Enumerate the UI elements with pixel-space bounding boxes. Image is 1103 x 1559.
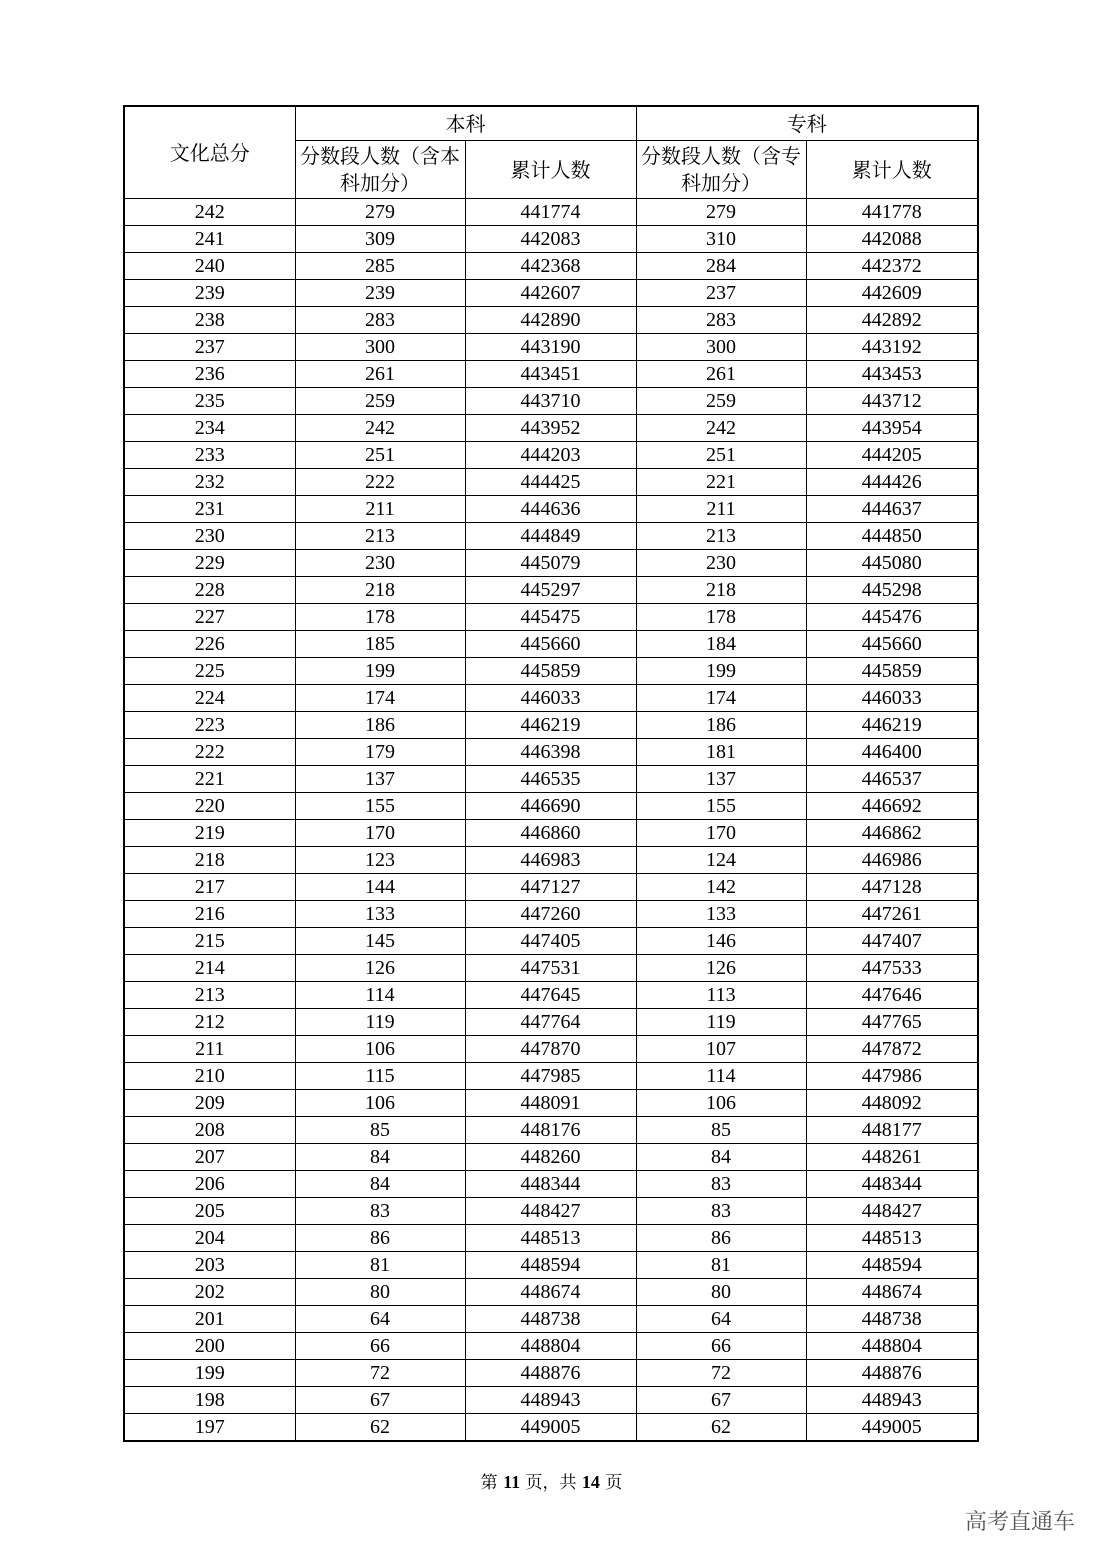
cell-junior-cumulative: 445859 [806, 658, 978, 685]
table-row [124, 658, 978, 685]
cell-junior-cumulative: 442609 [806, 280, 978, 307]
cell-junior-band: 66 [636, 1333, 806, 1360]
cell-score: 218 [124, 847, 295, 874]
footer-middle: 页，共 [525, 1473, 577, 1493]
cell-undergrad-cumulative: 448876 [465, 1360, 636, 1387]
cell-junior-band: 83 [636, 1198, 806, 1225]
table-row [124, 955, 978, 982]
table-row [124, 712, 978, 739]
cell-score: 231 [124, 496, 295, 523]
cell-score: 225 [124, 658, 295, 685]
cell-junior-cumulative: 446537 [806, 766, 978, 793]
table-row [124, 1252, 978, 1279]
cell-undergrad-band: 309 [295, 226, 465, 253]
cell-score: 242 [124, 199, 295, 226]
cell-junior-band: 218 [636, 577, 806, 604]
table-row [124, 442, 978, 469]
cell-score: 239 [124, 280, 295, 307]
cell-score: 215 [124, 928, 295, 955]
table-row [124, 469, 978, 496]
cell-undergrad-cumulative: 446983 [465, 847, 636, 874]
cell-score: 233 [124, 442, 295, 469]
cell-undergrad-cumulative: 445859 [465, 658, 636, 685]
cell-junior-cumulative: 445476 [806, 604, 978, 631]
cell-undergrad-cumulative: 448804 [465, 1333, 636, 1360]
cell-undergrad-cumulative: 445297 [465, 577, 636, 604]
cell-score: 205 [124, 1198, 295, 1225]
cell-undergrad-cumulative: 448513 [465, 1225, 636, 1252]
cell-undergrad-band: 186 [295, 712, 465, 739]
table-row [124, 550, 978, 577]
cell-score: 222 [124, 739, 295, 766]
cell-junior-band: 237 [636, 280, 806, 307]
cell-score: 214 [124, 955, 295, 982]
cell-junior-band: 178 [636, 604, 806, 631]
cell-junior-cumulative: 448261 [806, 1144, 978, 1171]
table-row [124, 1171, 978, 1198]
cell-undergrad-band: 199 [295, 658, 465, 685]
score-distribution-table-container [123, 105, 977, 1442]
cell-undergrad-band: 114 [295, 982, 465, 1009]
cell-junior-cumulative: 447407 [806, 928, 978, 955]
cell-junior-band: 119 [636, 1009, 806, 1036]
cell-score: 202 [124, 1279, 295, 1306]
table-row [124, 361, 978, 388]
cell-undergrad-band: 179 [295, 739, 465, 766]
cell-score: 213 [124, 982, 295, 1009]
cell-undergrad-band: 126 [295, 955, 465, 982]
table-row [124, 739, 978, 766]
cell-undergrad-band: 155 [295, 793, 465, 820]
cell-undergrad-band: 83 [295, 1198, 465, 1225]
cell-score: 226 [124, 631, 295, 658]
footer-total-pages: 14 [581, 1472, 600, 1492]
cell-score: 230 [124, 523, 295, 550]
cell-junior-cumulative: 449005 [806, 1414, 978, 1442]
cell-undergrad-cumulative: 448427 [465, 1198, 636, 1225]
cell-undergrad-cumulative: 445079 [465, 550, 636, 577]
cell-score: 216 [124, 901, 295, 928]
cell-junior-cumulative: 447128 [806, 874, 978, 901]
cell-junior-cumulative: 446219 [806, 712, 978, 739]
cell-undergrad-cumulative: 444203 [465, 442, 636, 469]
table-row [124, 1225, 978, 1252]
cell-score: 201 [124, 1306, 295, 1333]
cell-undergrad-band: 137 [295, 766, 465, 793]
table-row [124, 1306, 978, 1333]
cell-undergrad-cumulative: 447531 [465, 955, 636, 982]
cell-junior-cumulative: 443453 [806, 361, 978, 388]
cell-score: 220 [124, 793, 295, 820]
cell-score: 240 [124, 253, 295, 280]
score-distribution-table [123, 105, 979, 1442]
cell-junior-band: 283 [636, 307, 806, 334]
cell-score: 217 [124, 874, 295, 901]
table-row [124, 1198, 978, 1225]
cell-undergrad-band: 123 [295, 847, 465, 874]
cell-undergrad-band: 279 [295, 199, 465, 226]
cell-undergrad-cumulative: 447764 [465, 1009, 636, 1036]
cell-undergrad-band: 64 [295, 1306, 465, 1333]
cell-undergrad-cumulative: 441774 [465, 199, 636, 226]
page-footer [0, 1468, 1103, 1493]
cell-junior-cumulative: 443954 [806, 415, 978, 442]
table-body [124, 199, 978, 1442]
cell-undergrad-band: 81 [295, 1252, 465, 1279]
cell-junior-cumulative: 448804 [806, 1333, 978, 1360]
cell-junior-band: 251 [636, 442, 806, 469]
cell-junior-cumulative: 448876 [806, 1360, 978, 1387]
cell-junior-band: 126 [636, 955, 806, 982]
cell-undergrad-band: 106 [295, 1036, 465, 1063]
cell-undergrad-band: 133 [295, 901, 465, 928]
cell-undergrad-band: 230 [295, 550, 465, 577]
cell-undergrad-cumulative: 443190 [465, 334, 636, 361]
table-row [124, 901, 978, 928]
cell-undergrad-cumulative: 446535 [465, 766, 636, 793]
cell-undergrad-band: 178 [295, 604, 465, 631]
cell-undergrad-cumulative: 448674 [465, 1279, 636, 1306]
cell-junior-cumulative: 442372 [806, 253, 978, 280]
footer-page-number: 11 [503, 1472, 521, 1492]
cell-undergrad-band: 85 [295, 1117, 465, 1144]
table-row [124, 1414, 978, 1442]
table-row [124, 199, 978, 226]
table-row [124, 766, 978, 793]
cell-junior-cumulative: 444850 [806, 523, 978, 550]
cell-undergrad-band: 86 [295, 1225, 465, 1252]
table-row [124, 253, 978, 280]
cell-junior-cumulative: 445660 [806, 631, 978, 658]
cell-junior-band: 213 [636, 523, 806, 550]
table-row [124, 415, 978, 442]
cell-junior-cumulative: 447986 [806, 1063, 978, 1090]
header-junior-band: 分数段人数（含专科加分） [636, 141, 806, 199]
cell-score: 203 [124, 1252, 295, 1279]
table-row [124, 1279, 978, 1306]
cell-undergrad-band: 222 [295, 469, 465, 496]
cell-junior-band: 184 [636, 631, 806, 658]
cell-junior-cumulative: 446400 [806, 739, 978, 766]
cell-score: 221 [124, 766, 295, 793]
cell-junior-band: 80 [636, 1279, 806, 1306]
cell-undergrad-cumulative: 446398 [465, 739, 636, 766]
table-row [124, 820, 978, 847]
cell-score: 207 [124, 1144, 295, 1171]
cell-undergrad-band: 66 [295, 1333, 465, 1360]
cell-undergrad-band: 239 [295, 280, 465, 307]
cell-junior-band: 133 [636, 901, 806, 928]
cell-junior-band: 181 [636, 739, 806, 766]
cell-junior-band: 300 [636, 334, 806, 361]
cell-score: 198 [124, 1387, 295, 1414]
cell-undergrad-band: 211 [295, 496, 465, 523]
cell-score: 204 [124, 1225, 295, 1252]
cell-junior-cumulative: 447533 [806, 955, 978, 982]
cell-undergrad-cumulative: 447127 [465, 874, 636, 901]
cell-score: 212 [124, 1009, 295, 1036]
table-row [124, 334, 978, 361]
cell-junior-cumulative: 447765 [806, 1009, 978, 1036]
cell-score: 199 [124, 1360, 295, 1387]
cell-undergrad-band: 285 [295, 253, 465, 280]
cell-score: 209 [124, 1090, 295, 1117]
cell-junior-band: 137 [636, 766, 806, 793]
cell-undergrad-cumulative: 444636 [465, 496, 636, 523]
cell-undergrad-band: 144 [295, 874, 465, 901]
cell-undergrad-cumulative: 443710 [465, 388, 636, 415]
table-row [124, 1333, 978, 1360]
cell-undergrad-cumulative: 444425 [465, 469, 636, 496]
cell-undergrad-cumulative: 448260 [465, 1144, 636, 1171]
cell-junior-cumulative: 444426 [806, 469, 978, 496]
cell-undergrad-cumulative: 442368 [465, 253, 636, 280]
cell-undergrad-band: 80 [295, 1279, 465, 1306]
cell-junior-band: 146 [636, 928, 806, 955]
cell-undergrad-band: 145 [295, 928, 465, 955]
cell-junior-cumulative: 445080 [806, 550, 978, 577]
cell-junior-cumulative: 445298 [806, 577, 978, 604]
cell-undergrad-band: 218 [295, 577, 465, 604]
cell-junior-cumulative: 443192 [806, 334, 978, 361]
cell-undergrad-cumulative: 447405 [465, 928, 636, 955]
header-undergrad-band: 分数段人数（含本科加分） [295, 141, 465, 199]
cell-undergrad-band: 72 [295, 1360, 465, 1387]
cell-score: 238 [124, 307, 295, 334]
cell-undergrad-band: 283 [295, 307, 465, 334]
cell-junior-cumulative: 441778 [806, 199, 978, 226]
table-row [124, 793, 978, 820]
cell-undergrad-band: 185 [295, 631, 465, 658]
cell-undergrad-cumulative: 448176 [465, 1117, 636, 1144]
table-row [124, 928, 978, 955]
cell-junior-cumulative: 446986 [806, 847, 978, 874]
cell-score: 223 [124, 712, 295, 739]
cell-undergrad-cumulative: 446690 [465, 793, 636, 820]
cell-score: 237 [124, 334, 295, 361]
cell-junior-band: 62 [636, 1414, 806, 1442]
footer-suffix: 页 [605, 1473, 623, 1493]
table-row [124, 982, 978, 1009]
cell-junior-band: 142 [636, 874, 806, 901]
cell-junior-band: 124 [636, 847, 806, 874]
cell-junior-cumulative: 448427 [806, 1198, 978, 1225]
table-row [124, 847, 978, 874]
cell-junior-cumulative: 448594 [806, 1252, 978, 1279]
cell-undergrad-cumulative: 448594 [465, 1252, 636, 1279]
cell-undergrad-cumulative: 448344 [465, 1171, 636, 1198]
cell-score: 234 [124, 415, 295, 442]
cell-junior-band: 199 [636, 658, 806, 685]
table-row [124, 226, 978, 253]
cell-junior-cumulative: 446862 [806, 820, 978, 847]
cell-score: 208 [124, 1117, 295, 1144]
cell-undergrad-cumulative: 444849 [465, 523, 636, 550]
cell-junior-cumulative: 447261 [806, 901, 978, 928]
table-row [124, 1117, 978, 1144]
cell-undergrad-cumulative: 446033 [465, 685, 636, 712]
cell-junior-band: 85 [636, 1117, 806, 1144]
cell-junior-cumulative: 444205 [806, 442, 978, 469]
cell-undergrad-cumulative: 446219 [465, 712, 636, 739]
cell-junior-band: 221 [636, 469, 806, 496]
table-row [124, 685, 978, 712]
cell-junior-cumulative: 447646 [806, 982, 978, 1009]
cell-undergrad-band: 84 [295, 1144, 465, 1171]
cell-junior-band: 259 [636, 388, 806, 415]
cell-undergrad-band: 242 [295, 415, 465, 442]
cell-undergrad-cumulative: 442890 [465, 307, 636, 334]
header-junior-cumulative: 累计人数 [806, 141, 978, 199]
cell-undergrad-cumulative: 449005 [465, 1414, 636, 1442]
cell-score: 236 [124, 361, 295, 388]
cell-junior-cumulative: 448738 [806, 1306, 978, 1333]
cell-junior-cumulative: 447872 [806, 1036, 978, 1063]
footer-prefix: 第 [480, 1473, 498, 1493]
cell-undergrad-cumulative: 447645 [465, 982, 636, 1009]
cell-junior-band: 107 [636, 1036, 806, 1063]
cell-undergrad-cumulative: 447260 [465, 901, 636, 928]
cell-undergrad-band: 67 [295, 1387, 465, 1414]
cell-score: 219 [124, 820, 295, 847]
table-row [124, 577, 978, 604]
table-row [124, 604, 978, 631]
table-row [124, 496, 978, 523]
cell-junior-cumulative: 448513 [806, 1225, 978, 1252]
cell-junior-band: 174 [636, 685, 806, 712]
cell-undergrad-cumulative: 447870 [465, 1036, 636, 1063]
cell-undergrad-cumulative: 442083 [465, 226, 636, 253]
cell-junior-band: 72 [636, 1360, 806, 1387]
cell-junior-band: 230 [636, 550, 806, 577]
cell-undergrad-band: 261 [295, 361, 465, 388]
cell-undergrad-cumulative: 445660 [465, 631, 636, 658]
table-row [124, 307, 978, 334]
cell-score: 210 [124, 1063, 295, 1090]
cell-undergrad-cumulative: 446860 [465, 820, 636, 847]
cell-undergrad-band: 174 [295, 685, 465, 712]
cell-junior-cumulative: 448943 [806, 1387, 978, 1414]
cell-undergrad-band: 251 [295, 442, 465, 469]
cell-junior-band: 81 [636, 1252, 806, 1279]
cell-score: 232 [124, 469, 295, 496]
header-junior: 专科 [636, 106, 978, 141]
cell-undergrad-band: 259 [295, 388, 465, 415]
watermark: 高考直通车 [964, 1510, 1075, 1535]
cell-undergrad-band: 170 [295, 820, 465, 847]
cell-score: 224 [124, 685, 295, 712]
cell-junior-band: 279 [636, 199, 806, 226]
cell-undergrad-band: 300 [295, 334, 465, 361]
cell-junior-band: 84 [636, 1144, 806, 1171]
cell-junior-band: 242 [636, 415, 806, 442]
table-row [124, 523, 978, 550]
cell-undergrad-band: 213 [295, 523, 465, 550]
cell-junior-cumulative: 448674 [806, 1279, 978, 1306]
cell-junior-band: 170 [636, 820, 806, 847]
cell-junior-cumulative: 446692 [806, 793, 978, 820]
cell-junior-band: 113 [636, 982, 806, 1009]
cell-score: 235 [124, 388, 295, 415]
cell-score: 229 [124, 550, 295, 577]
cell-junior-band: 284 [636, 253, 806, 280]
cell-junior-cumulative: 448092 [806, 1090, 978, 1117]
cell-score: 228 [124, 577, 295, 604]
cell-junior-cumulative: 442088 [806, 226, 978, 253]
cell-junior-band: 67 [636, 1387, 806, 1414]
cell-undergrad-cumulative: 448738 [465, 1306, 636, 1333]
table-row [124, 631, 978, 658]
cell-undergrad-cumulative: 445475 [465, 604, 636, 631]
table-row [124, 1360, 978, 1387]
cell-junior-cumulative: 448177 [806, 1117, 978, 1144]
table-row [124, 388, 978, 415]
cell-undergrad-band: 115 [295, 1063, 465, 1090]
cell-undergrad-band: 106 [295, 1090, 465, 1117]
cell-undergrad-cumulative: 448091 [465, 1090, 636, 1117]
table-row [124, 280, 978, 307]
cell-junior-band: 64 [636, 1306, 806, 1333]
cell-undergrad-cumulative: 447985 [465, 1063, 636, 1090]
table-row [124, 1090, 978, 1117]
cell-score: 211 [124, 1036, 295, 1063]
header-undergrad: 本科 [295, 106, 636, 141]
cell-junior-band: 186 [636, 712, 806, 739]
table-row [124, 874, 978, 901]
cell-junior-cumulative: 448344 [806, 1171, 978, 1198]
cell-junior-cumulative: 444637 [806, 496, 978, 523]
cell-junior-band: 310 [636, 226, 806, 253]
cell-junior-cumulative: 442892 [806, 307, 978, 334]
cell-score: 200 [124, 1333, 295, 1360]
cell-undergrad-cumulative: 443451 [465, 361, 636, 388]
cell-score: 227 [124, 604, 295, 631]
table-row [124, 1063, 978, 1090]
table-row [124, 1144, 978, 1171]
cell-undergrad-cumulative: 443952 [465, 415, 636, 442]
cell-undergrad-cumulative: 442607 [465, 280, 636, 307]
cell-junior-cumulative: 446033 [806, 685, 978, 712]
table-row [124, 1387, 978, 1414]
header-undergrad-cumulative: 累计人数 [465, 141, 636, 199]
cell-undergrad-cumulative: 448943 [465, 1387, 636, 1414]
table-row [124, 1009, 978, 1036]
cell-score: 241 [124, 226, 295, 253]
cell-junior-band: 114 [636, 1063, 806, 1090]
cell-junior-band: 83 [636, 1171, 806, 1198]
cell-junior-band: 261 [636, 361, 806, 388]
cell-junior-band: 106 [636, 1090, 806, 1117]
cell-score: 206 [124, 1171, 295, 1198]
cell-junior-band: 86 [636, 1225, 806, 1252]
cell-junior-band: 211 [636, 496, 806, 523]
cell-undergrad-band: 119 [295, 1009, 465, 1036]
table-row [124, 1036, 978, 1063]
cell-undergrad-band: 84 [295, 1171, 465, 1198]
header-score: 文化总分 [124, 106, 295, 199]
cell-junior-band: 155 [636, 793, 806, 820]
cell-undergrad-band: 62 [295, 1414, 465, 1442]
cell-score: 197 [124, 1414, 295, 1442]
cell-junior-cumulative: 443712 [806, 388, 978, 415]
